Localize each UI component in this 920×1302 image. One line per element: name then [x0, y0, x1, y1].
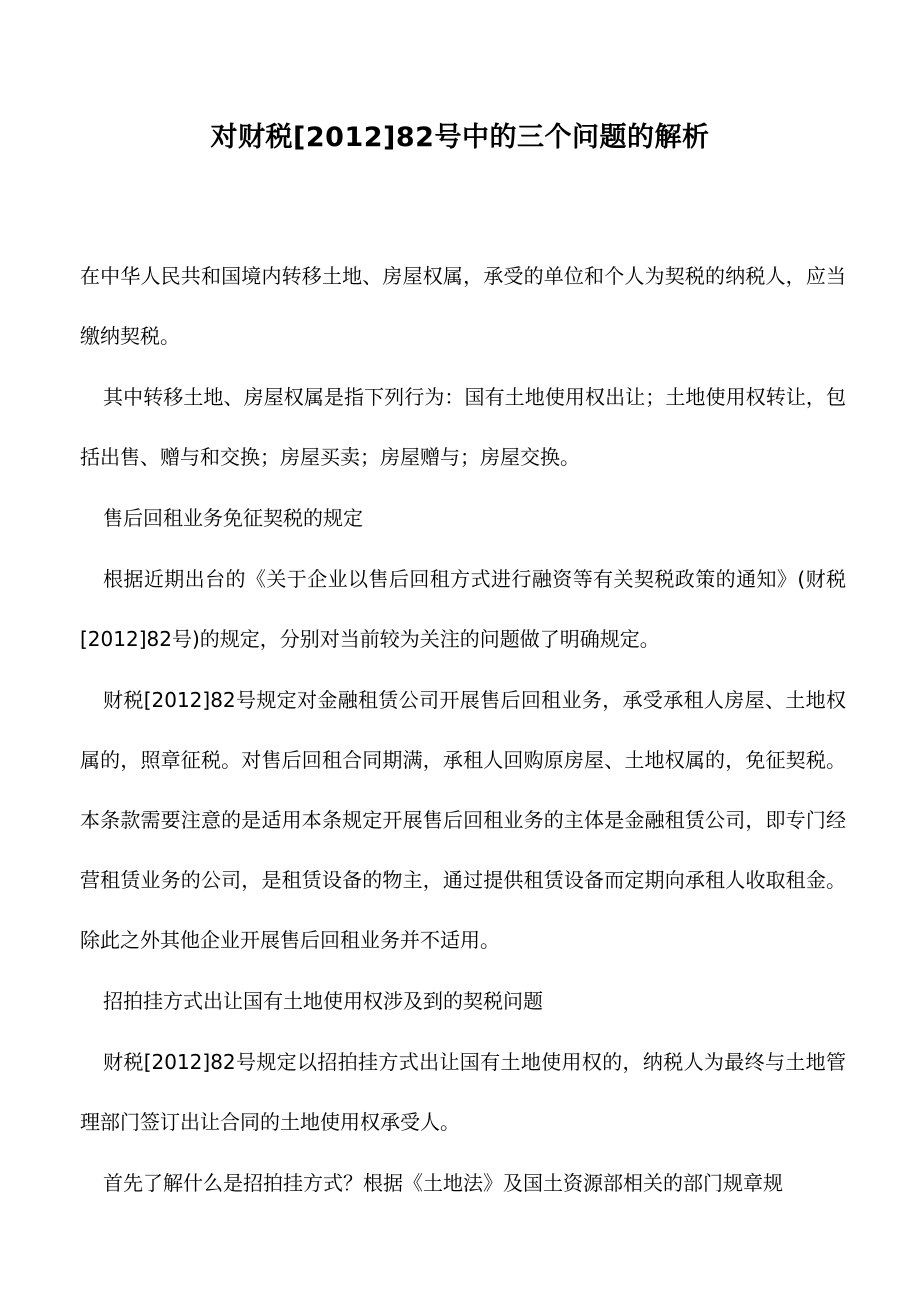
paragraph-taxpayer-definition: 在中华人民共和国境内转移土地、房屋权属，承受的单位和个人为契税的纳税人，应当缴纳契税。: [80, 264, 846, 348]
paragraph-auction-explanation: 首先了解什么是招拍挂方式？根据《土地法》及国土资源部相关的部门规章规: [103, 1171, 783, 1195]
document-body: [80, 246, 846, 1214]
document-title: 对财税[2012]82号中的三个问题的解析: [210, 122, 710, 153]
paragraph-financial-leasing: 财税[2012]82号规定对金融租赁公司开展售后回租业务，承受承租人房屋、土地权属的，照章征税。对售后回租合同期满，承租人回购原房屋、土地权属的，免征契税。 本条款需要注意的是适用本条规定开展售后回租业务的主体是金融租赁公司，即专门经营租赁业务的公司，是租赁设备的物主，通过提供租赁设备而定期向承租人收取租金。除此之外其他企业开展售后回租业务并不适用。: [80, 688, 846, 952]
section-heading-auction: 招拍挂方式出让国有土地使用权涉及到的契税问题: [103, 989, 543, 1013]
section-heading-leaseback: 售后回租业务免征契税的规定: [103, 506, 363, 530]
paragraph-transfer-acts: 其中转移土地、房屋权属是指下列行为：国有土地使用权出让；土地使用权转让，包括出售、赠与和交换；房屋买卖；房屋赠与；房屋交换。: [80, 385, 846, 469]
paragraph-auction-taxpayer: 财税[2012]82号规定以招拍挂方式出让国有土地使用权的，纳税人为最终与土地管理部门签订出让合同的土地使用权承受人。: [80, 1050, 846, 1134]
paragraph-notice-reference: 根据近期出台的《关于企业以售后回租方式进行融资等有关契税政策的通知》(财税[2012]82号)的规定，分别对当前较为关注的问题做了明确规定。: [80, 567, 846, 651]
